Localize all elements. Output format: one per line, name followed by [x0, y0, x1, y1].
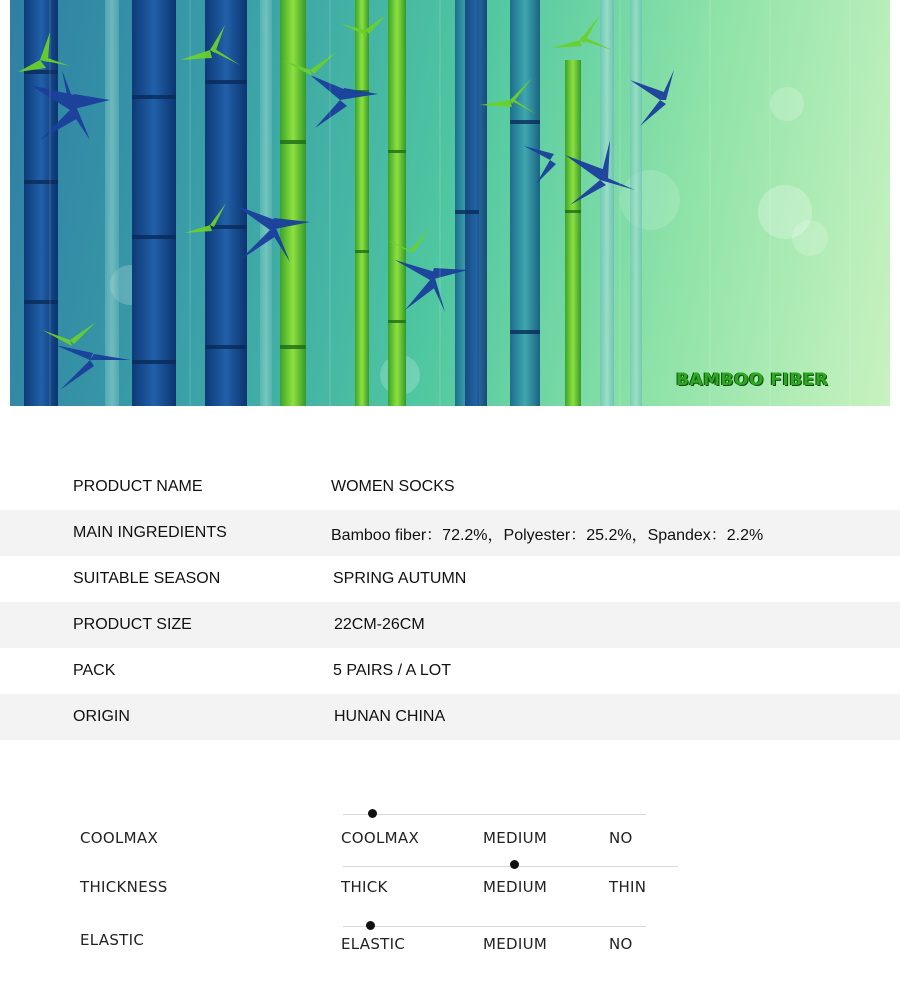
row-value: SPRING AUTUMN — [333, 570, 467, 587]
row-key: PACK — [73, 662, 116, 679]
coolmax-option: NO — [609, 829, 633, 847]
row-value: Bamboo fiber：72.2%，Polyester：25.2%，Spandex：2.2% — [331, 526, 764, 544]
feature-label-elastic: ELASTIC — [80, 931, 145, 949]
row-value: WOMEN SOCKS — [331, 478, 455, 495]
elastic-option: NO — [609, 935, 633, 953]
coolmax-indicator-dot — [368, 809, 377, 818]
feature-label-thickness: THICKNESS — [80, 878, 168, 896]
table-row — [0, 602, 900, 648]
thickness-option: MEDIUM — [483, 878, 548, 896]
elastic-option: ELASTIC — [341, 935, 406, 953]
row-key: MAIN INGREDIENTS — [73, 524, 227, 541]
row-value: 22CM-26CM — [334, 616, 425, 633]
table-row — [0, 510, 900, 556]
row-key: PRODUCT SIZE — [73, 616, 192, 633]
thickness-indicator-dot — [510, 860, 519, 869]
row-key: PRODUCT NAME — [73, 478, 203, 495]
coolmax-track — [343, 814, 646, 815]
product-spec-table — [0, 464, 900, 740]
row-key: SUITABLE SEASON — [73, 570, 221, 587]
coolmax-option: COOLMAX — [341, 829, 420, 847]
elastic-option: MEDIUM — [483, 935, 548, 953]
coolmax-option: MEDIUM — [483, 829, 548, 847]
bamboo-banner — [10, 0, 890, 406]
row-value: HUNAN CHINA — [334, 708, 446, 725]
elastic-track — [343, 926, 646, 927]
feature-label-coolmax: COOLMAX — [80, 829, 159, 847]
table-row — [0, 556, 900, 602]
banner-title: BAMBOO FIBER — [676, 370, 829, 390]
thickness-option: THICK — [341, 878, 388, 896]
row-value: 5 PAIRS / A LOT — [333, 662, 451, 679]
table-row — [0, 648, 900, 694]
table-row — [0, 694, 900, 740]
elastic-indicator-dot — [366, 921, 375, 930]
thickness-option: THIN — [609, 878, 647, 896]
row-key: ORIGIN — [73, 708, 130, 725]
bamboo-forest-illustration — [10, 0, 890, 406]
table-row — [0, 464, 900, 510]
